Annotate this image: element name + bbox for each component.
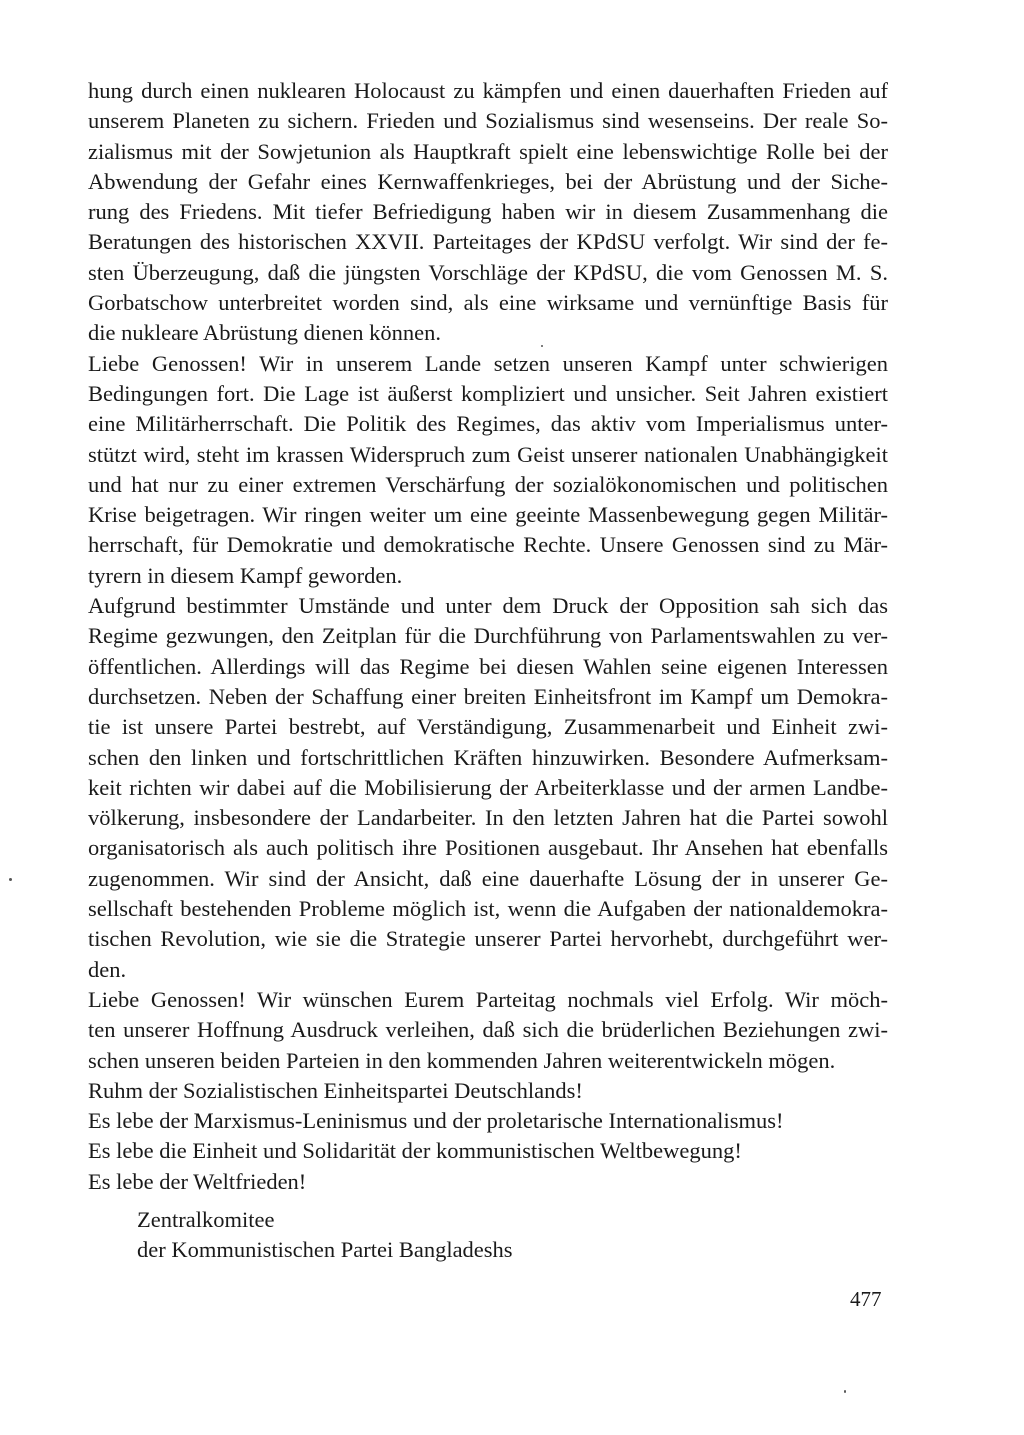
text-line: die nukleare Abrüstung dienen können. <box>88 320 442 346</box>
text-line: Es lebe die Einheit und Solidarität der kommunistischen Weltbewegung! <box>88 1138 742 1164</box>
scan-speck <box>541 345 543 347</box>
signature-line-1: Zentralkomitee <box>137 1207 275 1232</box>
text-line: zugenommen. Wir sind der Ansicht, daß eine dauerhafte Lösung der in unserer Ge- <box>88 865 888 891</box>
text-line: Liebe Genossen! Wir in unserem Lande setzen unseren Kampf unter schwierigen <box>88 350 888 376</box>
text-line: tischen Revolution, wie sie die Strategie unserer Partei hervorhebt, durchgeführt wer- <box>88 926 888 952</box>
text-line: Abwendung der Gefahr eines Kernwaffenkrieges, bei der Abrüstung und der Siche- <box>88 168 888 194</box>
text-line: Es lebe der Weltfrieden! <box>88 1168 307 1194</box>
text-line: ten unserer Hoffnung Ausdruck verleihen, daß sich die brüderlichen Beziehungen zwi- <box>88 1017 888 1043</box>
text-line: keit richten wir dabei auf die Mobilisierung der Arbeiterklasse und der armen Landbe- <box>88 774 888 800</box>
text-line: Gorbatschow unterbreitet worden sind, als eine wirksame und vernünftige Basis für <box>88 290 888 316</box>
text-line: Ruhm der Sozialistischen Einheitspartei Deutschlands! <box>88 1077 583 1103</box>
text-line: völkerung, insbesondere der Landarbeiter. In den letzten Jahren hat die Partei sowohl <box>88 805 888 831</box>
text-line: Liebe Genossen! Wir wünschen Eurem Parteitag nochmals viel Erfolg. Wir möch- <box>88 986 888 1012</box>
text-line: Krise beigetragen. Wir ringen weiter um eine geeinte Massenbewegung gegen Militär- <box>88 502 888 528</box>
text-line: Aufgrund bestimmter Umstände und unter dem Druck der Opposition sah sich das <box>88 593 888 619</box>
text-line: durchsetzen. Neben der Schaffung einer breiten Einheitsfront im Kampf um Demokra- <box>88 683 888 709</box>
text-line: und hat nur zu einer extremen Verschärfung der sozialökonomischen und politischen <box>88 471 888 497</box>
text-line: den. <box>88 956 127 982</box>
text-line: Es lebe der Marxismus-Leninismus und der proletarische Internationalismus! <box>88 1108 784 1134</box>
signature-line-2: der Kommunistischen Partei Bangladeshs <box>137 1237 513 1263</box>
text-line: Beratungen des historischen XXVII. Parteitages der KPdSU verfolgt. Wir sind der fe- <box>88 229 888 255</box>
text-line: schen unseren beiden Parteien in den kommenden Jahren weiterentwickeln mögen. <box>88 1047 836 1073</box>
text-line: Regime gezwungen, den Zeitplan für die Durchführung von Parlamentswahlen zu ver- <box>88 623 888 649</box>
text-line: sellschaft bestehenden Probleme möglich ist, wenn die Aufgaben der nationaldemokra- <box>88 896 888 922</box>
text-line: rung des Friedens. Mit tiefer Befriedigung haben wir in diesem Zusammenhang die <box>88 199 888 225</box>
text-line: tyrern in diesem Kampf geworden. <box>88 562 403 588</box>
text-line: hung durch einen nuklearen Holocaust zu kämpfen und einen dauerhaften Frieden auf <box>88 78 888 103</box>
text-line: herrschaft, für Demokratie und demokratische Rechte. Unsere Genossen sind zu Mär- <box>88 532 888 558</box>
text-line: schen den linken und fortschrittlichen Kräften hinzuwirken. Besondere Aufmerksam- <box>88 744 888 770</box>
text-line: zialismus mit der Sowjetunion als Hauptkraft spielt eine lebenswichtige Rolle bei der <box>88 138 888 164</box>
scan-speck <box>9 878 12 881</box>
text-line: sten Überzeugung, daß die jüngsten Vorschläge der KPdSU, die vom Genossen M. S. <box>88 259 888 285</box>
text-line: organisatorisch als auch politisch ihre Positionen ausgebaut. Ihr Ansehen hat ebenfalls <box>88 835 888 861</box>
text-line: eine Militärherrschaft. Die Politik des Regimes, das aktiv vom Imperialismus unter- <box>88 411 888 437</box>
letter-body <box>88 76 888 1197</box>
signature-block <box>137 1205 513 1266</box>
text-line: stützt wird, steht im krassen Widerspruch zum Geist unserer nationalen Unabhängigkeit <box>88 441 888 467</box>
text-line: öffentlichen. Allerdings will das Regime bei diesen Wahlen seine eigenen Interessen <box>88 653 888 679</box>
page-number: 477 <box>850 1287 882 1311</box>
text-line: Bedingungen fort. Die Lage ist äußerst kompliziert und unsicher. Seit Jahren existiert <box>88 380 888 406</box>
text-line: unserem Planeten zu sichern. Frieden und Sozialismus sind wesenseins. Der reale So- <box>88 108 888 134</box>
text-line: tie ist unsere Partei bestrebt, auf Verständigung, Zusammenarbeit und Einheit zwi- <box>88 714 888 740</box>
scan-speck <box>844 1390 846 1393</box>
